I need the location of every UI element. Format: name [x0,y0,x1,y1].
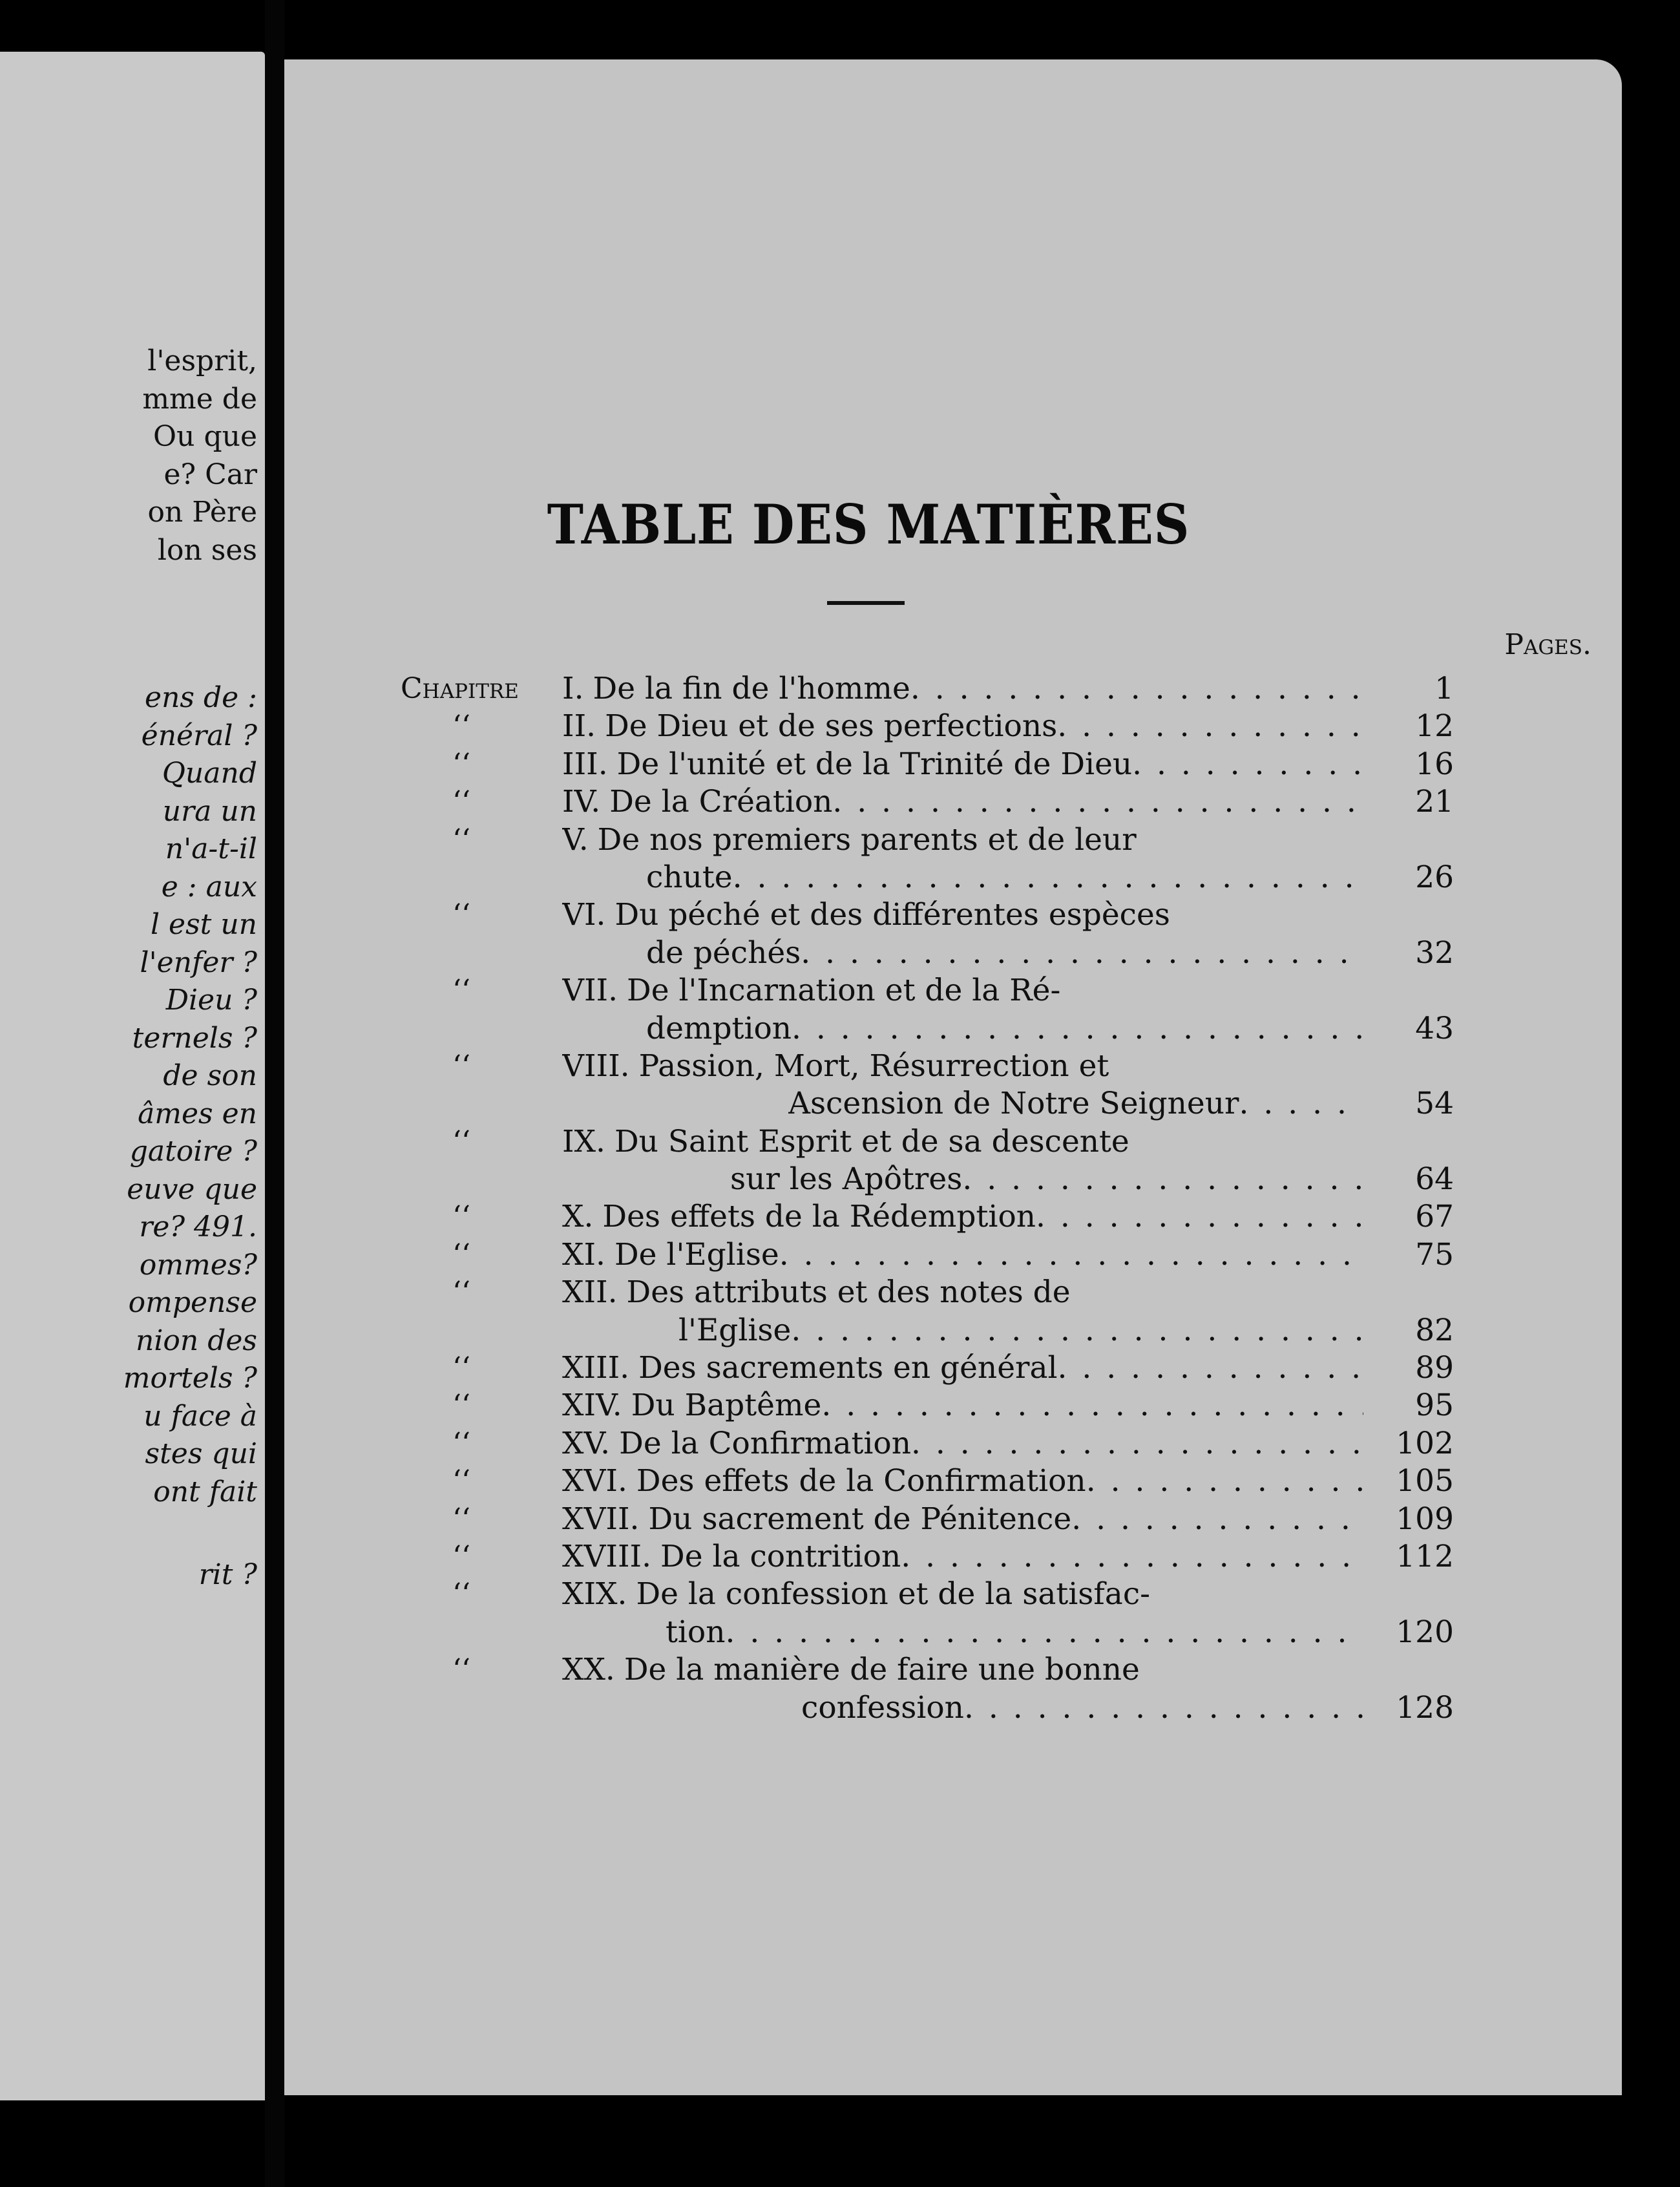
toc-entry-text [562,1198,1363,1236]
toc-entry-text [562,896,1363,934]
table-of-contents-page [284,59,1622,2095]
page-number: 54 [1415,1086,1454,1122]
toc-entry-title [562,972,1060,1009]
toc-entry-text [562,1387,1363,1424]
toc-entry-text [562,972,1363,1009]
toc-entry-title [562,1463,1086,1500]
toc-entry-title [562,1123,1129,1161]
left-line: énéral ? [141,719,257,752]
ditto-mark: ‘‘ [452,710,470,743]
chapter-label: Chapitre [401,672,519,705]
page-number: 112 [1396,1538,1454,1574]
page-number: 1 [1434,671,1454,706]
chapter-title: De l'Eglise [614,1236,779,1273]
ditto-mark: ‘‘ [452,1238,470,1271]
page-number: 109 [1396,1501,1454,1537]
toc-entry [401,1425,1590,1463]
left-line: ens de : [145,681,257,714]
toc-entry-text [562,1576,1363,1613]
chapter-number: XVIII. [562,1538,652,1574]
toc-list [401,670,1590,1727]
chapter-number: XI. [562,1236,605,1273]
page-number: 26 [1415,859,1454,895]
toc-entry [401,1349,1590,1387]
chapter-title: Passion, Mort, Résurrection et [638,1048,1109,1084]
ditto-mark: ‘‘ [452,823,470,856]
toc-entry [401,972,1590,1009]
toc-entry-text [562,1463,1363,1500]
toc-entry-title [562,746,1132,783]
dot-leader [901,1538,1363,1576]
dot-leader [910,670,1363,708]
dot-leader [821,1387,1363,1424]
left-line: rit ? [198,1558,257,1591]
chapter-title-continuation: tion [666,1614,726,1650]
chapter-title: De la Création [609,784,833,820]
toc-entry-title [562,1425,911,1463]
toc-entry-text [562,1425,1363,1463]
toc-entry-text [562,1274,1363,1311]
toc-entry-text [646,1010,1363,1048]
toc-entry-title [562,1349,1058,1387]
toc-entry-text [562,1651,1363,1689]
chapter-title-continuation: confession [801,1689,964,1726]
chapter-title: De la manière de faire une bonne [624,1652,1140,1688]
toc-entry-continuation [401,935,1590,972]
toc-entry [401,670,1590,708]
toc-entry-title [562,708,1057,745]
toc-entry-title [562,821,1137,859]
page-number: 43 [1415,1010,1454,1046]
left-line: ompense [128,1286,257,1319]
chapter-number: VII. [562,973,618,1009]
left-line: stes qui [145,1437,257,1470]
toc-entry [401,1048,1590,1085]
dot-leader [791,1312,1363,1349]
chapter-number: XVII. [562,1501,640,1537]
ditto-mark: ‘‘ [452,1389,470,1422]
chapter-title: De la confession et de la satisfac- [636,1576,1151,1612]
chapter-title-continuation: de péchés [646,935,801,971]
page-number: 32 [1415,935,1454,971]
toc-entry [401,746,1590,783]
toc-entry-text [666,1614,1363,1651]
chapter-title-continuation: demption [646,1010,792,1046]
page-number: 82 [1415,1312,1454,1348]
toc-entry-continuation [401,1010,1590,1048]
toc-entry-text [562,1123,1363,1161]
dot-leader [1239,1085,1363,1123]
left-line: mortels ? [123,1362,257,1395]
toc-entry [401,783,1590,821]
chapter-number: XVI. [562,1463,627,1499]
ditto-mark: ‘‘ [452,1276,470,1309]
toc-entry-title [562,670,910,708]
chapter-title-continuation: chute [646,859,733,895]
toc-entry-title [562,1048,1109,1085]
toc-entry [401,896,1590,934]
ditto-mark: ‘‘ [452,898,470,932]
toc-entry-text [562,1501,1363,1538]
page-number: 120 [1396,1614,1454,1650]
page-number: 102 [1396,1425,1454,1461]
left-line: nion des [135,1324,257,1357]
toc-entry-title [562,1387,821,1424]
left-line: mme de [142,382,257,416]
ditto-mark: ‘‘ [452,1049,470,1083]
toc-entry-continuation [401,1689,1590,1727]
dot-leader [726,1614,1364,1651]
page-number: 64 [1415,1161,1454,1198]
book-gutter [265,0,284,2187]
toc-entry-title [562,1274,1071,1311]
toc-entry-title [562,783,832,821]
left-line: u face à [143,1399,257,1433]
toc-entry [401,1576,1590,1613]
ditto-mark: ‘‘ [452,1464,470,1498]
ditto-mark: ‘‘ [452,1539,470,1573]
toc-entry [401,1236,1590,1274]
toc-entry-text [562,670,1363,708]
dot-leader [1071,1501,1363,1538]
dot-leader [1058,1349,1363,1387]
chapter-number: V. [562,821,589,858]
toc-entry-title [562,1651,1140,1689]
page-number: 95 [1415,1388,1454,1424]
chapter-title: Du sacrement de Pénitence [648,1501,1072,1537]
page-title: TABLE DES MATIÈRES [547,492,1190,556]
left-line: de son [163,1059,257,1092]
dot-leader [1132,746,1363,783]
dot-leader [792,1010,1363,1048]
chapter-number: XIX. [562,1576,627,1612]
chapter-number: XX. [562,1652,615,1688]
left-line: lon ses [157,533,257,567]
left-line: ont fait [153,1475,257,1508]
left-page-text [0,343,257,1594]
dot-leader [1036,1198,1363,1236]
page-number: 16 [1415,746,1454,782]
chapter-title: De la Confirmation [619,1425,911,1461]
page-number: 21 [1415,784,1454,820]
page-number: 89 [1415,1350,1454,1386]
toc-entry-text [562,1236,1363,1274]
toc-entry-continuation [401,1614,1590,1651]
toc-entry-text [562,821,1363,859]
left-line: euve que [127,1172,257,1206]
toc-entry-text [562,708,1363,745]
toc-entry-continuation [401,1085,1590,1123]
toc-entry-title [562,1236,779,1274]
toc-entry-title [562,1198,1036,1236]
toc-entry [401,1651,1590,1689]
ditto-mark: ‘‘ [452,1125,470,1158]
toc-entry-text [646,859,1363,896]
toc-entry-continuation [401,1161,1590,1198]
left-line: e? Car [163,458,257,491]
page-number: 75 [1415,1236,1454,1273]
title-rule [827,601,905,605]
toc-entry-text [801,1689,1363,1727]
chapter-title: Des effets de la Rédemption [602,1199,1036,1235]
page-number: 12 [1415,708,1454,745]
toc-entry-text [562,746,1363,783]
chapter-number: IX. [562,1123,605,1159]
left-line: Ou que [153,420,257,453]
chapter-title: De Dieu et de ses perfections [605,708,1058,745]
toc-entry-text [562,1048,1363,1085]
toc-entry-continuation [401,859,1590,896]
toc-entry [401,708,1590,745]
toc-entry-text [788,1085,1363,1123]
ditto-mark: ‘‘ [452,1653,470,1687]
chapter-title: De nos premiers parents et de leur [597,821,1137,858]
chapter-number: I. [562,671,584,706]
dot-leader [1057,708,1363,745]
chapter-number: XIII. [562,1350,630,1386]
toc-entry [401,1274,1590,1311]
toc-entry-title [562,1576,1150,1613]
toc-entry [401,1387,1590,1424]
chapter-title: Du Baptême [631,1388,822,1424]
left-line: ternels ? [132,1021,257,1055]
ditto-mark: ‘‘ [452,1426,470,1460]
left-line: âmes en [138,1097,257,1130]
left-line: gatoire ? [129,1135,257,1168]
ditto-mark: ‘‘ [452,1578,470,1611]
chapter-number: III. [562,746,608,782]
chapter-number: II. [562,708,596,745]
toc-entry-text [562,1538,1363,1576]
left-line: e : aux [161,870,257,903]
page-number: 67 [1415,1199,1454,1235]
toc-entry-text [562,1349,1363,1387]
chapter-title: De l'Incarnation et de la Ré- [627,973,1061,1009]
chapter-title: De la fin de l'homme [593,671,910,706]
chapter-number: XV. [562,1425,611,1461]
pages-column-header: Pages. [1504,628,1591,661]
dot-leader [1086,1463,1363,1500]
ditto-mark: ‘‘ [452,974,470,1008]
ditto-mark: ‘‘ [452,785,470,819]
toc-entry [401,1463,1590,1500]
toc-entry [401,1198,1590,1236]
toc-entry-text [678,1312,1363,1349]
chapter-number: IV. [562,784,601,820]
left-line: Quand [162,757,257,790]
chapter-title-continuation: Ascension de Notre Seigneur [788,1086,1239,1122]
chapter-title: De l'unité et de la Trinité de Dieu [616,746,1133,782]
chapter-number: X. [562,1199,594,1235]
left-line: l'enfer ? [140,946,257,979]
chapter-number: VIII. [562,1048,630,1084]
dot-leader [801,935,1363,972]
dot-leader [962,1161,1363,1198]
left-line: ommes? [139,1248,257,1282]
toc-entry-title [562,1501,1071,1538]
toc-entry-text [730,1161,1363,1198]
toc-entry-text [562,783,1363,821]
page-number: 105 [1396,1463,1454,1499]
ditto-mark: ‘‘ [452,747,470,781]
left-line: n'a-t-il [165,832,257,865]
chapter-title: De la contrition [660,1538,901,1574]
chapter-title-continuation: l'Eglise [678,1312,792,1348]
dot-leader [911,1425,1363,1463]
left-facing-page [0,52,265,2100]
left-line: re? 491. [139,1210,257,1243]
ditto-mark: ‘‘ [452,1502,470,1536]
left-line: Dieu ? [165,984,257,1017]
toc-entry [401,1501,1590,1538]
chapter-title: Des effets de la Confirmation [636,1463,1086,1499]
chapter-title: Des sacrements en général [638,1350,1058,1386]
chapter-title: Des attributs et des notes de [626,1274,1071,1311]
left-line: ura un [162,794,257,828]
toc-entry-text [646,935,1363,972]
chapter-number: XIV. [562,1388,622,1424]
chapter-title-continuation: sur les Apôtres [730,1161,963,1198]
toc-entry-continuation [401,1312,1590,1349]
dot-leader [779,1236,1363,1274]
dot-leader [964,1689,1363,1727]
dot-leader [733,859,1363,896]
chapter-title: Du péché et des différentes espèces [614,897,1170,933]
left-line: l est un [150,908,257,941]
left-line: on Père [147,496,257,529]
toc-entry-title [562,896,1170,934]
page-number: 128 [1396,1689,1454,1726]
left-line: l'esprit, [147,344,257,377]
chapter-number: VI. [562,897,606,933]
ditto-mark: ‘‘ [452,1351,470,1385]
toc-entry [401,821,1590,859]
dot-leader [832,783,1363,821]
chapter-title: Du Saint Esprit et de sa descente [614,1123,1129,1159]
toc-entry [401,1538,1590,1576]
ditto-mark: ‘‘ [452,1200,470,1234]
chapter-number: XII. [562,1274,618,1311]
toc-entry-title [562,1538,901,1576]
toc-entry [401,1123,1590,1161]
